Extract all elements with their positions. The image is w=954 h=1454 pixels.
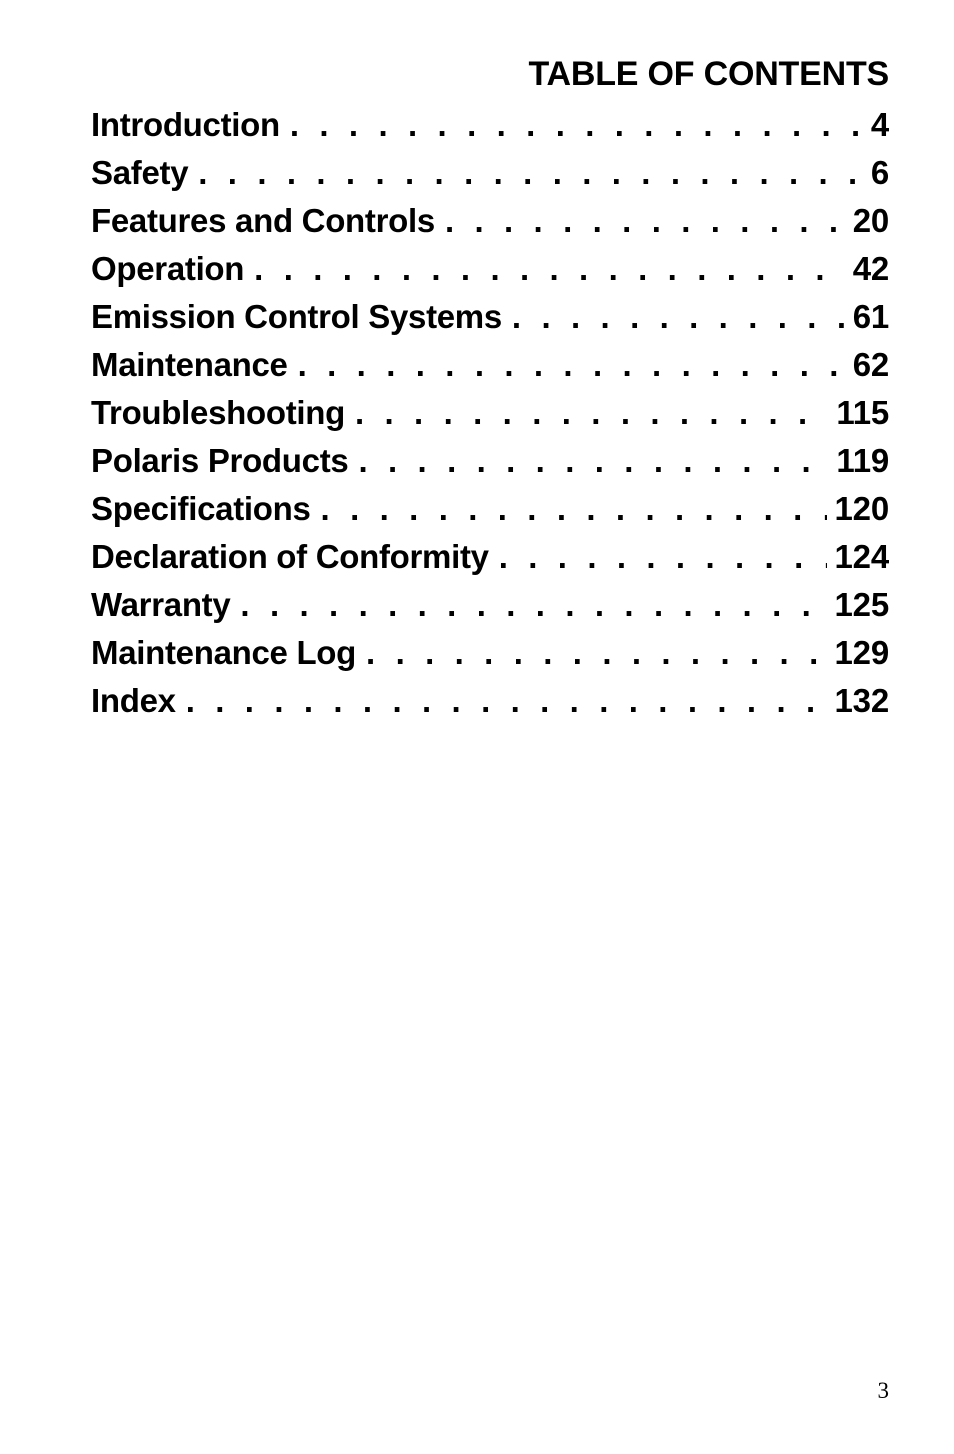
toc-entry-emission-control-systems[interactable] [91, 293, 889, 341]
toc-entry-introduction[interactable] [91, 101, 889, 149]
toc-entry-label: Emission Control Systems [91, 298, 502, 335]
dot-leader [366, 629, 827, 677]
toc-title: TABLE OF CONTENTS [528, 55, 889, 93]
page-number: 3 [877, 1378, 889, 1403]
toc-entry-operation[interactable] [91, 245, 889, 293]
toc-entry-features-and-controls[interactable] [91, 197, 889, 245]
dot-leader [499, 533, 827, 581]
toc-list [91, 101, 889, 725]
toc-entry-specifications[interactable] [91, 485, 889, 533]
dot-leader [240, 581, 826, 629]
toc-entry-page: 129 [834, 634, 889, 671]
dot-leader [321, 485, 827, 533]
toc-entry-page: 125 [834, 586, 889, 623]
toc-entry-label: Declaration of Conformity [91, 538, 489, 575]
toc-entry-label: Operation [91, 250, 245, 287]
toc-entry-maintenance-log[interactable] [91, 629, 889, 677]
dot-leader [254, 245, 845, 293]
toc-entry-label: Features and Controls [91, 202, 435, 239]
toc-entry-label: Troubleshooting [91, 394, 345, 431]
dot-leader [512, 293, 845, 341]
toc-entry-safety[interactable] [91, 149, 889, 197]
toc-entry-label: Polaris Products [91, 442, 349, 479]
toc-entry-page: 4 [870, 106, 889, 143]
toc-entry-label: Introduction [91, 106, 280, 143]
toc-entry-maintenance[interactable] [91, 341, 889, 389]
toc-entry-page: 115 [836, 394, 889, 431]
toc-entry-polaris-products[interactable] [91, 437, 889, 485]
toc-entry-page: 132 [834, 682, 889, 719]
toc-entry-page: 42 [852, 250, 889, 287]
dot-leader [186, 677, 827, 725]
dot-leader [445, 197, 845, 245]
toc-entry-label: Maintenance Log [91, 634, 357, 671]
dot-leader [298, 341, 845, 389]
toc-entry-troubleshooting[interactable] [91, 389, 889, 437]
toc-entry-label: Specifications [91, 490, 311, 527]
toc-entry-label: Index [91, 682, 176, 719]
toc-entry-page: 120 [834, 490, 889, 527]
toc-entry-page: 124 [834, 538, 889, 575]
toc-entry-page: 6 [870, 154, 889, 191]
toc-entry-warranty[interactable] [91, 581, 889, 629]
toc-entry-page: 20 [852, 202, 889, 239]
toc-entry-page: 119 [836, 442, 889, 479]
toc-entry-label: Maintenance [91, 346, 288, 383]
dot-leader [290, 101, 863, 149]
dot-leader [355, 389, 828, 437]
toc-entry-label: Safety [91, 154, 189, 191]
dot-leader [358, 437, 828, 485]
toc-entry-page: 62 [852, 346, 889, 383]
toc-entry-label: Warranty [91, 586, 231, 623]
toc-entry-page: 61 [852, 298, 889, 335]
dot-leader [198, 149, 863, 197]
toc-entry-index[interactable] [91, 677, 889, 725]
toc-entry-declaration-of-conformity[interactable] [91, 533, 889, 581]
